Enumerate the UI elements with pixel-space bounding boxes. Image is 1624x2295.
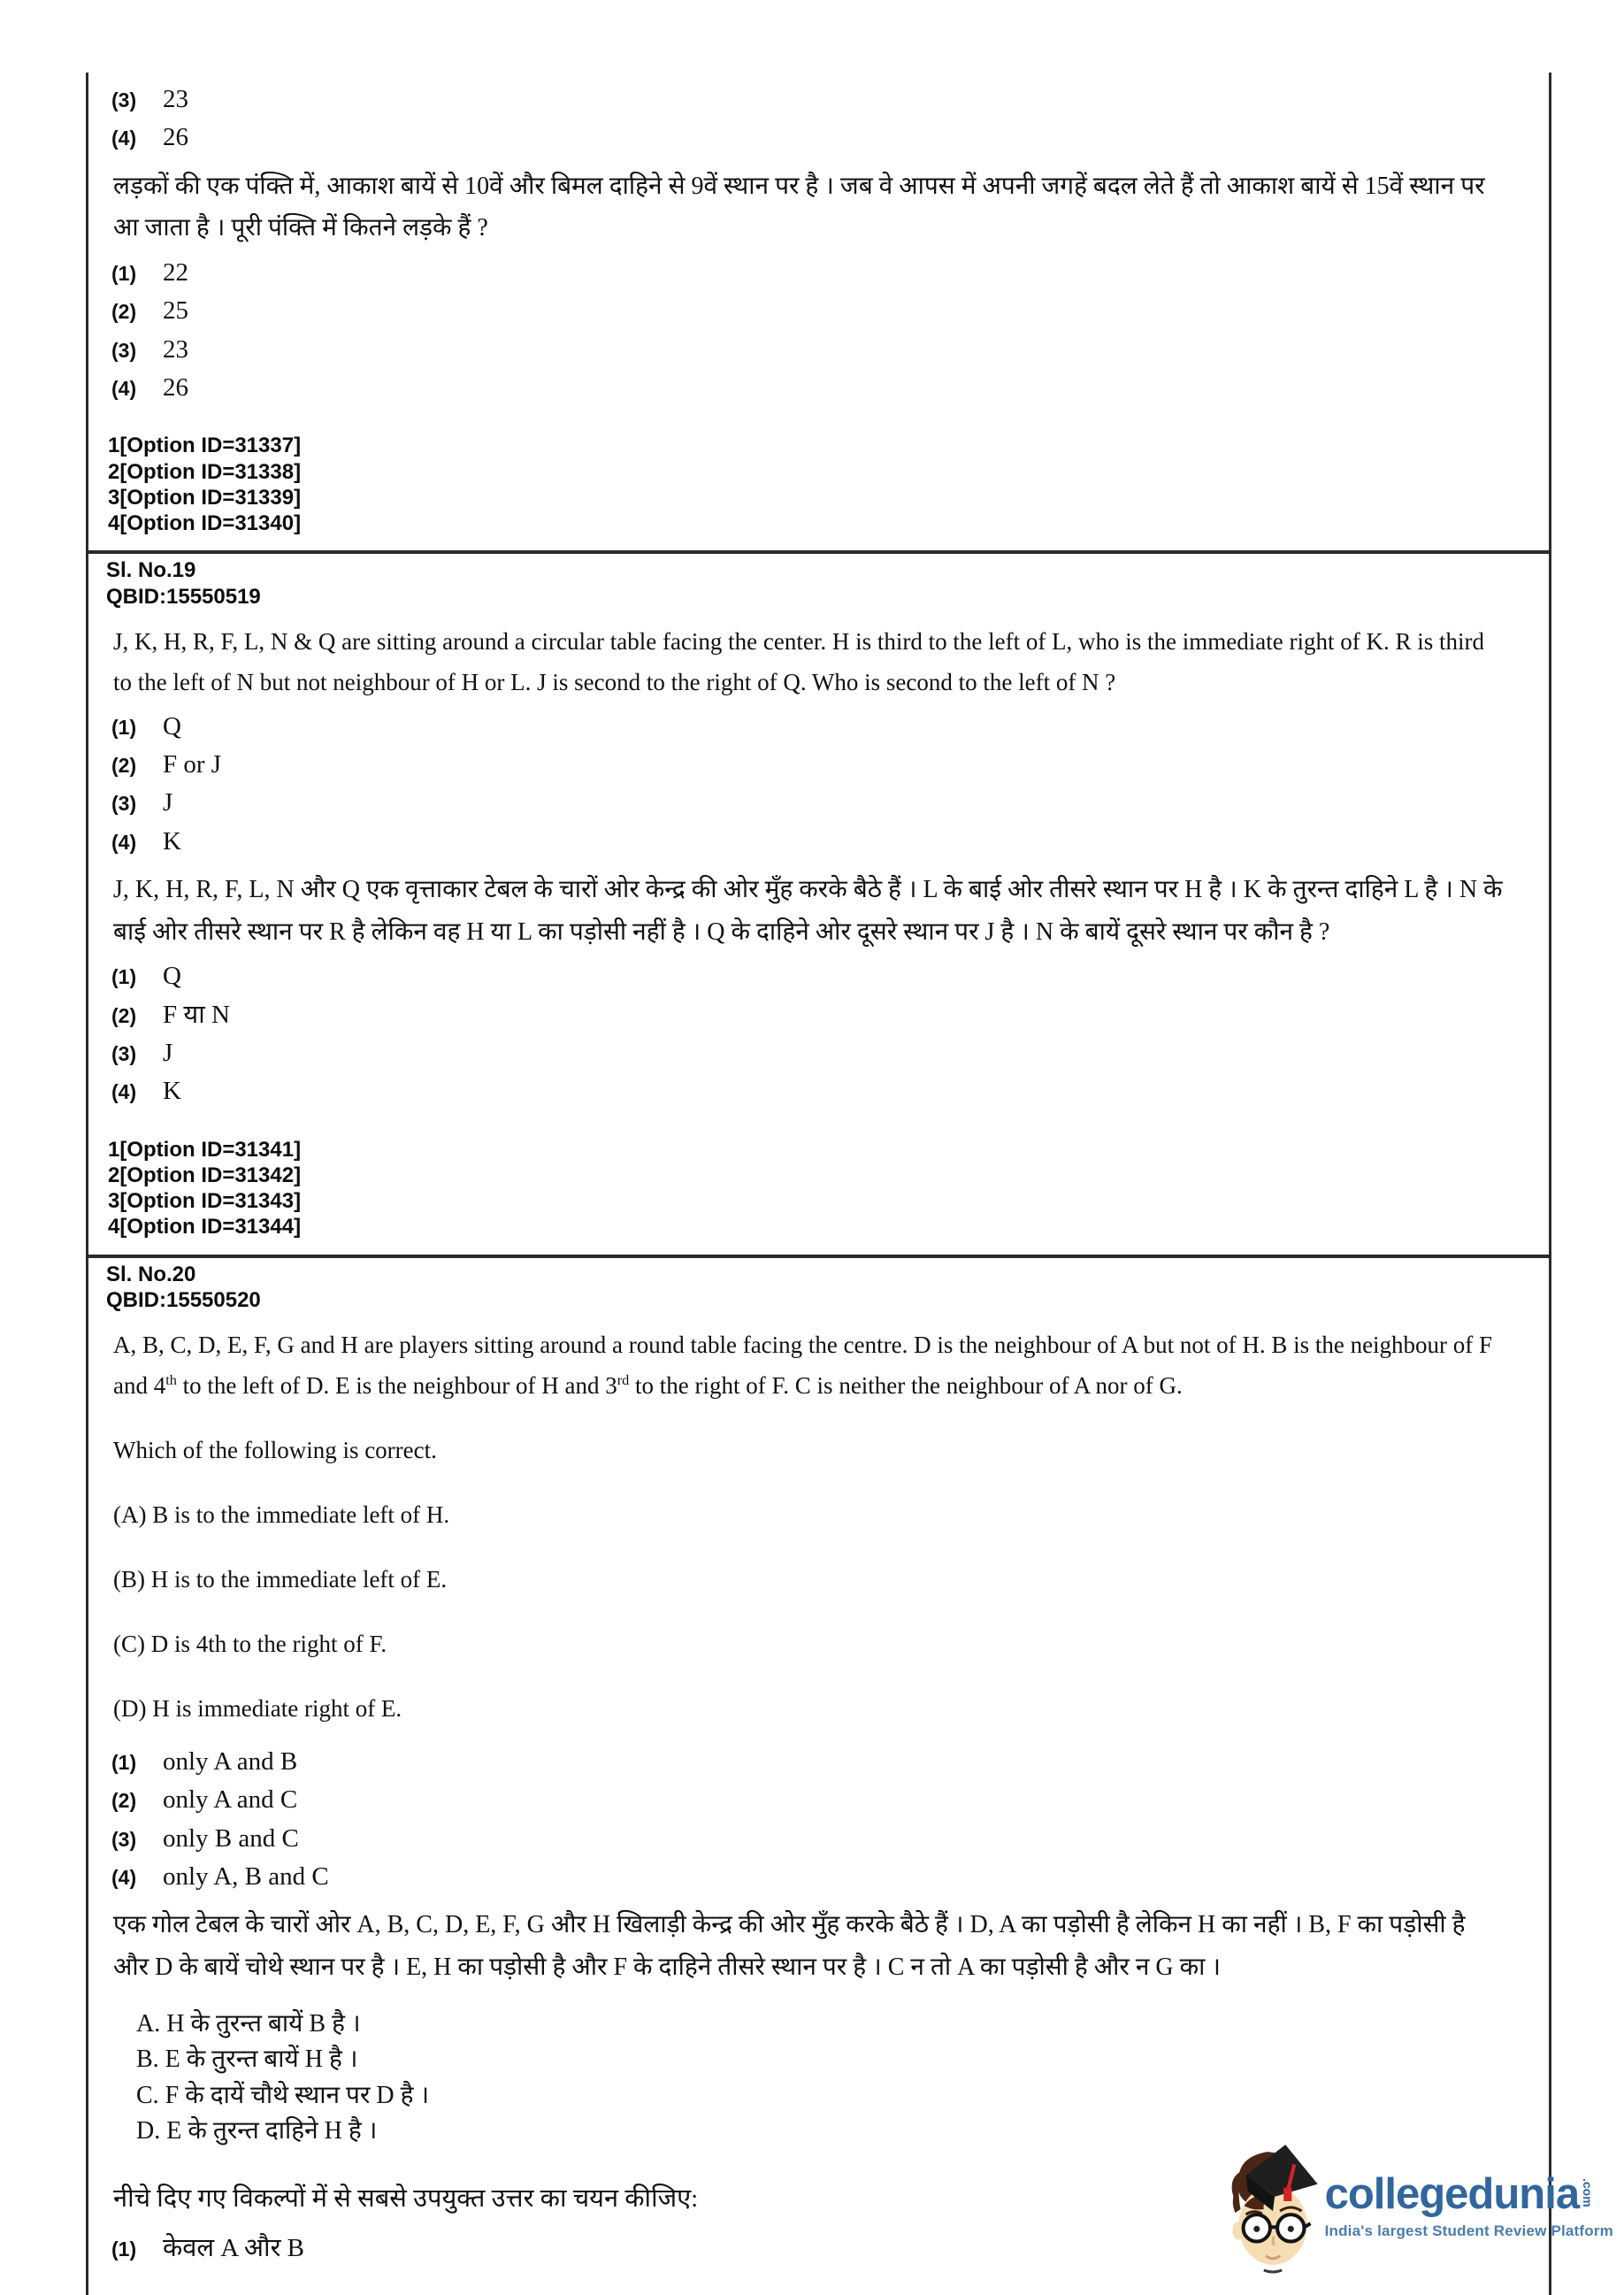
option-row: [111, 1001, 1506, 1030]
question-text-part: A, B, C, D, E, F, G and H are players sitting around a round table facing the centre. D is the neighbour of A but not of H. B is the neighbour of F and 4: [113, 1332, 1493, 1400]
option-value: J: [163, 1038, 173, 1067]
statement-a: (A) B is to the immediate left of H.: [113, 1501, 450, 1528]
option-value: J: [163, 788, 173, 817]
question-paper-table: [86, 73, 1551, 2295]
option-number: (1): [111, 261, 137, 285]
serial-number: Sl. No.20: [106, 1262, 196, 1286]
option-number: (4): [111, 1080, 137, 1104]
option-number: (2): [111, 300, 137, 324]
question-block-18: [88, 73, 1549, 554]
option-id-list: [108, 1137, 1506, 1240]
option-value: only B and C: [163, 1823, 299, 1853]
serial-number: Sl. No.19: [106, 558, 196, 583]
brand-suffix: .com: [1581, 2178, 1596, 2207]
brand-tagline: India's largest Student Review Platform: [1324, 2222, 1613, 2239]
option-value: 22: [163, 257, 188, 287]
collegedunia-logo: [1222, 2139, 1613, 2274]
option-id: 2[Option ID=31342]: [108, 1163, 302, 1187]
statement-list-hindi: [106, 2007, 1506, 2150]
option-row: [111, 827, 1506, 856]
question-text-hindi: एक गोल टेबल के चारों ओर A, B, C, D, E, F, G और H खिलाड़ी केन्द्र की ओर मुँह करके बैठे हैं । D, A का पड़ोसी है लेकिन H का नहीं । B, F का पड़ोसी है और D के बायें चोथे स्थान पर है । E, H का पड़ोसी है और F के दाहिने तीसरे स्थान पर है । C न तो A का पड़ोसी है और न G का ।: [113, 1911, 1466, 1981]
option-value: Q: [163, 711, 181, 741]
option-row: [111, 788, 1506, 817]
option-number: (1): [111, 1750, 137, 1774]
option-value: K: [163, 826, 181, 856]
option-row: [111, 962, 1506, 991]
option-row: [111, 123, 1506, 152]
option-value: K: [163, 1077, 181, 1106]
statement-b: (B) H is to the immediate left of E.: [113, 1565, 448, 1593]
collegedunia-mascot-icon: [1222, 2139, 1321, 2274]
statement-c: (C) D is 4th to the right of F.: [113, 1630, 387, 1657]
option-value: 23: [163, 334, 188, 364]
option-value: 25: [163, 296, 188, 326]
question-text-english: [113, 1325, 1506, 1407]
option-id: 3[Option ID=31343]: [108, 1189, 302, 1214]
option-row: [111, 335, 1506, 365]
option-value: only A and C: [163, 1785, 298, 1815]
option-id: 1[Option ID=31337]: [108, 434, 302, 458]
option-number: (2): [111, 1789, 137, 1813]
superscript: rd: [617, 1372, 630, 1389]
question-text-hindi: लड़कों की एक पंक्ति में, आकाश बायें से 10वें और बिमल दाहिने से 9वें स्थान पर है । जब वे आपस में अपनी जगहें बदल लेते हैं तो आकाश बायें से 15वें स्थान पर आ जाता है । पूरी पंक्ति में कितने लड़के हैं ?: [113, 172, 1485, 242]
logo-text-block: [1324, 2170, 1613, 2240]
option-number: (2): [111, 1003, 137, 1027]
option-number: (4): [111, 376, 137, 400]
option-row: [111, 712, 1506, 741]
option-row: [111, 1039, 1506, 1068]
option-value: only A and B: [163, 1746, 298, 1776]
option-number: (4): [111, 1865, 137, 1889]
option-id: 2[Option ID=31338]: [108, 459, 302, 484]
option-row: [111, 1785, 1506, 1815]
option-value: 26: [163, 123, 188, 152]
statement-a-hindi: A. H के तुरन्त बायें B है ।: [136, 2009, 361, 2038]
question-bank-id: QBID:15550520: [106, 1287, 261, 1312]
option-number: (3): [111, 338, 137, 362]
option-value: F या N: [163, 1000, 230, 1029]
option-value: 26: [163, 372, 188, 402]
option-row: [111, 258, 1506, 288]
option-number: (1): [111, 2237, 137, 2260]
option-row: [111, 85, 1506, 114]
question-text-part: to the right of F. C is neither the neighbour of A nor of G.: [629, 1372, 1183, 1400]
option-row: [111, 296, 1506, 326]
option-number: (3): [111, 88, 137, 111]
statement-d-hindi: D. E के तुरन्त दाहिने H है ।: [136, 2117, 378, 2145]
option-number: (1): [111, 965, 137, 989]
question-bank-id: QBID:15550519: [106, 584, 261, 609]
option-number: (4): [111, 830, 137, 854]
option-id: 1[Option ID=31341]: [108, 1137, 302, 1162]
statement-d: (D) H is immediate right of E.: [113, 1694, 402, 1722]
option-id-list: [108, 433, 1506, 536]
option-number: (3): [111, 1041, 137, 1065]
option-id: 4[Option ID=31344]: [108, 1215, 302, 1240]
option-number: (1): [111, 715, 137, 739]
question-text-hindi: J, K, H, R, F, L, N और Q एक वृत्ताकार टेबल के चारों ओर केन्द्र की ओर मुँह करके बैठे हैं । L के बाई ओर तीसरे स्थान पर H है । K के तुरन्त दाहिने L है । N के बाई ओर तीसरे स्थान पर R है लेकिन वह H या L का पड़ोसी नहीं है । Q के दाहिने ओर दूसरे स्थान पर J है । N के बायें दूसरे स्थान पर कौन है ?: [113, 876, 1503, 946]
option-value: F or J: [163, 749, 222, 779]
option-value: Q: [163, 962, 181, 991]
option-id: 4[Option ID=31340]: [108, 511, 302, 536]
option-number: (3): [111, 792, 137, 816]
question-text-part: to the left of D. E is the neighbour of H and 3: [176, 1372, 617, 1400]
option-value: 23: [163, 85, 188, 113]
option-row: [111, 750, 1506, 779]
option-row: [111, 373, 1506, 403]
option-row: [111, 1747, 1506, 1777]
option-number: (4): [111, 127, 137, 150]
question-subtext: Which of the following is correct.: [113, 1436, 437, 1463]
option-row: [111, 1824, 1506, 1854]
option-id: 3[Option ID=31339]: [108, 485, 302, 510]
statement-c-hindi: C. F के दायें चौथे स्थान पर D है ।: [136, 2081, 430, 2109]
superscript: th: [165, 1372, 177, 1389]
question-block-19: [88, 554, 1549, 1257]
option-value: केवल A और B: [163, 2233, 305, 2262]
option-row: [111, 1077, 1506, 1106]
statement-b-hindi: B. E के तुरन्त बायें H है ।: [136, 2046, 358, 2074]
option-row: [111, 1862, 1506, 1892]
option-number: (2): [111, 753, 137, 777]
instruction-hindi: नीचे दिए गए विकल्पों में से सबसे उपयुक्त उत्तर का चयन कीजिए:: [113, 2184, 699, 2213]
question-text-english: J, K, H, R, F, L, N & Q are sitting around a circular table facing the center. H is third to the left of L, who is the immediate right of K. R is third to the left of N but not neighbour of H or L. J is second to the right of Q. Who is second to the left of N ?: [113, 627, 1484, 695]
option-number: (3): [111, 1827, 137, 1851]
option-value: only A, B and C: [163, 1861, 329, 1891]
brand-name: collegedunia: [1324, 2170, 1580, 2218]
